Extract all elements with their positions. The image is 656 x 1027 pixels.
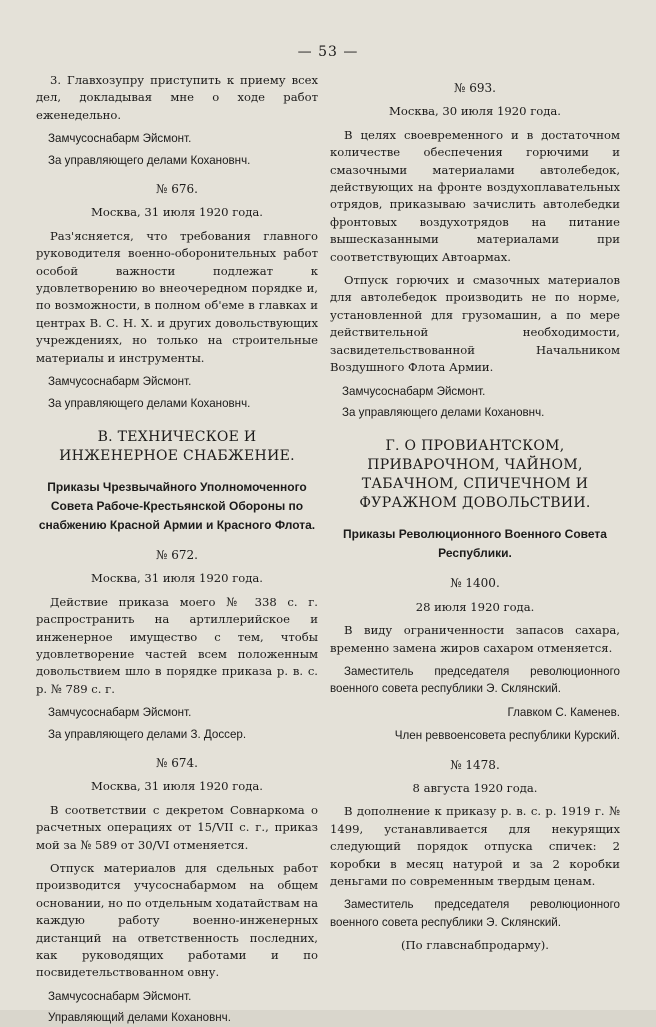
- signature: Замчусоснабарм Эйсмонт.: [48, 375, 192, 389]
- signature: Член реввоенсовета республики Курский.: [394, 729, 620, 743]
- signature: Замчусоснабарм Эйсмонт.: [48, 706, 192, 720]
- signature: Управляющий делами Кохановнч.: [48, 1011, 231, 1025]
- section-heading: Г. О ПРОВИАНТСКОМ, ПРИВАРОЧНОМ, ЧАЙНОМ, ТАБАЧНОМ, СПИЧЕЧНОМ И ФУРАЖНОМ ДОВОЛЬСТВИИ.: [359, 438, 591, 512]
- section-heading: В. ТЕХНИЧЕСКОЕ И ИНЖЕНЕРНОЕ СНАБЖЕНИЕ.: [59, 428, 295, 464]
- order-number: № 676.: [156, 182, 198, 197]
- order-number: № 672.: [156, 547, 198, 562]
- order-place-date: Москва, 30 июля 1920 года.: [388, 104, 561, 119]
- paragraph: В соответствии с декретом Совнаркома о расчетных операциях от 15/VII с. г., приказ мой за № 589 от 30/VI отменяется.: [36, 802, 318, 852]
- paragraph: Раз'ясняется, что требования главного руководителя военно-оборонительных работ особой важности подлежат к удовлетворению во внеочередном порядке и, по возможности, в полном об'еме в главках и центрах В. С. Н. Х. и других довольствующих учреждениях, но только на строительные материалы и инструменты.: [36, 228, 318, 365]
- signature: За управляющего делами Кохановнч.: [48, 396, 251, 410]
- paragraph: 3. Главхозупру приступить к приему всех дел, докладывая мне о ходе работ еженедельно.: [36, 73, 318, 122]
- paragraph: Действие приказа моего № 338 с. г. распространить на артиллерийское и инженерное имущество с тем, чтобы удовлетворение частей всем положенным довольствием шло в порядке приказа р. в. с. р. № 789 с. г.: [36, 594, 318, 696]
- order-number: № 1478.: [450, 757, 500, 772]
- signature: Замчусоснабарм Эйсмонт.: [48, 989, 192, 1003]
- order-place-date: Москва, 31 июля 1920 года.: [90, 779, 263, 794]
- paragraph: В целях своевременного и в достаточном количестве обеспечения горючими и смазочными материалами автолебедок, действующих на фронте воздухоплавательных отрядов, приказываю зачислить автолебедки фронтовых воздухотрядов на питание вышесказанными материалами при соответствующих Автоармах.: [330, 127, 620, 264]
- page-number: — 53 —: [297, 44, 359, 60]
- right-column: [330, 72, 620, 955]
- order-number: № 1400.: [450, 576, 500, 591]
- signature: За управляющего делами З. Доссер.: [48, 727, 247, 741]
- order-number: № 674.: [156, 755, 198, 770]
- order-place-date: Москва, 31 июля 1920 года.: [90, 205, 263, 220]
- orders-heading: Приказы Революционного Военного Совета Республики.: [343, 527, 607, 561]
- signature: Заместитель председателя революционного военного совета республики Э. Склянский.: [330, 898, 620, 929]
- signature: Замчусоснабарм Эйсмонт.: [342, 384, 486, 398]
- paragraph: В виду ограниченности запасов сахара, временно замена жиров сахаром отменяется.: [330, 623, 620, 655]
- signature: За управляющего делами Кохановнч.: [48, 153, 251, 167]
- signature: Заместитель председателя революционного военного совета республики Э. Склянский.: [330, 664, 620, 696]
- order-place-date: 8 августа 1920 года.: [412, 780, 538, 795]
- order-place-date: Москва, 31 июля 1920 года.: [90, 571, 263, 586]
- orders-heading: Приказы Чрезвычайного Уполномоченного Совета Рабоче-Крестьянской Обороны по снабжению Красной Армии и Красного Флота.: [38, 479, 316, 532]
- left-column: [36, 72, 318, 1027]
- source-note: (По главснабпродарму).: [401, 938, 549, 953]
- paragraph: В дополнение к приказу р. в. с. р. 1919 г. № 1499, устанавливается для некурящих следующий порядок отпуска спичек: 2 коробки в месяц натурой и за 2 коробки деньгами по современным твердым ценам.: [330, 804, 620, 888]
- order-place-date: 28 июля 1920 года.: [415, 599, 535, 614]
- signature: За управляющего делами Кохановнч.: [342, 405, 545, 419]
- signature: Главком С. Каменев.: [507, 705, 620, 719]
- paragraph: Отпуск материалов для сдельных работ производится учусоснабармом на общем основании, но по отдельным ходатайствам на каждую работу военно-инженерных дистанций на ответственность последних, как руководящих работами и по посвидетельствованном овну.: [36, 861, 318, 980]
- signature: Замчусоснабарм Эйсмонт.: [48, 132, 192, 146]
- paragraph: Отпуск горючих и смазочных материалов для автолебедок производить не по норме, установленной для грузомашин, а по мере действительной необходимости, засвидетельствованной Начальником Воздушного Флота Армии.: [330, 273, 620, 375]
- order-number: № 693.: [454, 81, 496, 95]
